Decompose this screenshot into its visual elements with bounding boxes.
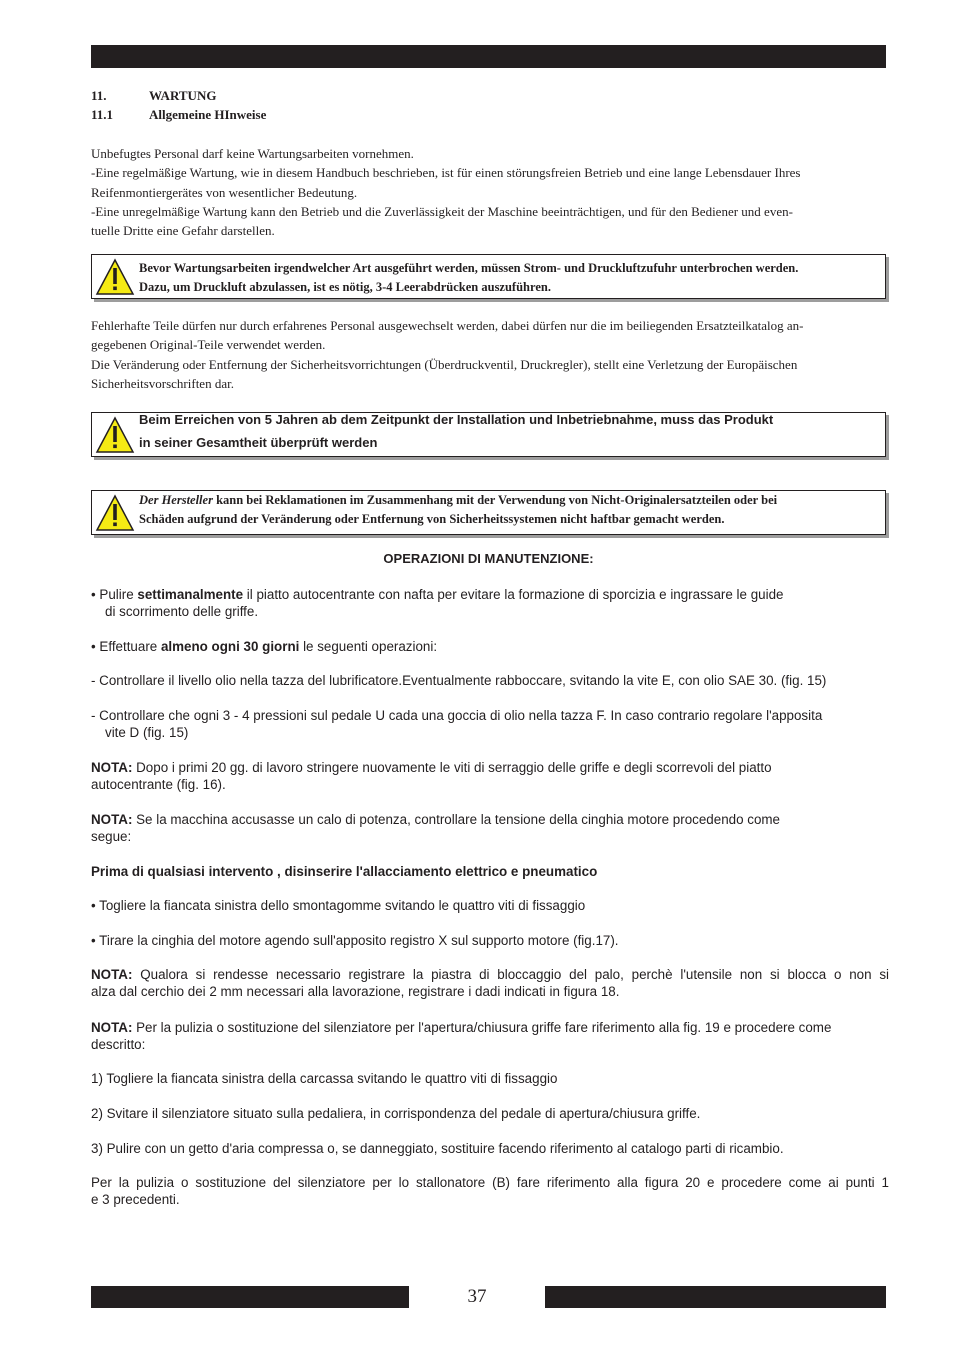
warning-text-rest: kann bei Reklamationen im Zusammenhang mit der Verwendung von Nicht-Originalersatzteilen oder bei bbox=[212, 493, 778, 507]
warning-text: Dazu, um Druckluft abzulassen, ist es nötig, 3-4 Leerabdrücken auszuführen. bbox=[139, 280, 551, 294]
op-bullet-weekly: • Pulire settimanalmente il piatto autocentrante con nafta per evitare la formazione di sporcizia e ingrassare le guide di scorrimento delle griffe. bbox=[91, 587, 784, 619]
note-label: NOTA: bbox=[91, 967, 133, 982]
warning-text: Schäden aufgrund der Veränderung oder Entfernung von Sicherheitssystemen nicht haftbar gemacht werden. bbox=[139, 512, 725, 526]
section-title: WARTUNG bbox=[149, 88, 217, 103]
warning-triangle-icon bbox=[95, 494, 135, 532]
note-label: NOTA: bbox=[91, 1020, 133, 1035]
footer-bar-right bbox=[545, 1286, 886, 1308]
parts-line: Fehlerhafte Teile dürfen nur durch erfahrenes Personal ausgewechselt werden, dabei dürfen nur die im beiliegenden Ersatzteilkatalog an- bbox=[91, 318, 804, 333]
section-heading bbox=[91, 86, 216, 105]
intro-line: tuelle Dritte eine Gefahr darstellen. bbox=[91, 223, 275, 239]
intro-paragraph bbox=[91, 144, 886, 240]
warning-triangle-icon bbox=[95, 416, 135, 454]
warning-text: in seiner Gesamtheit überprüft werden bbox=[139, 435, 378, 450]
step-remove-panel: • Togliere la fiancata sinistra dello smontagomme svitando le quattro viti di fissaggio bbox=[91, 898, 586, 913]
note-silencer: NOTA: Per la pulizia o sostituzione del silenziatore per l'apertura/chiusura griffe fare riferimento alla fig. 19 e procedere come descritto: bbox=[91, 1020, 832, 1052]
warning-triangle-icon bbox=[95, 258, 135, 296]
op-dash-oil-level: - Controllare il livello olio nella tazza del lubrificatore.Eventualmente rabboccare, svitando la vite E, con olio SAE 30. (fig. 15) bbox=[91, 673, 827, 688]
silencer-step-1: 1) Togliere la fiancata sinistra della carcassa svitando le quattro viti di fissaggio bbox=[91, 1071, 558, 1086]
op-dash-pressure: - Controllare che ogni 3 - 4 pressioni sul pedale U cada una goccia di olio nella tazza F. In caso contrario regolare l'apposita vite D (fig. 15) bbox=[91, 708, 823, 740]
note-label: NOTA: bbox=[91, 760, 133, 775]
warning-text: Bevor Wartungsarbeiten irgendwelcher Art ausgeführt werden, müssen Strom- und Druckluftzufuhr unterbrochen werden. bbox=[139, 261, 799, 275]
warning-box-inspection bbox=[91, 412, 886, 457]
parts-paragraph bbox=[91, 316, 886, 393]
step-tension-belt: • Tirare la cinghia del motore agendo sull'apposito registro X sul supporto motore (fig.17). bbox=[91, 933, 619, 948]
warning-box-liability bbox=[91, 490, 886, 535]
bead-breaker-note: Per la pulizia o sostituzione del silenziatore per lo stallonatore (B) fare riferimento alla figura 20 e procedere come ai punti 1 e 3 precedenti. bbox=[91, 1175, 889, 1207]
warning-text bbox=[139, 491, 885, 510]
warning-italic: Der Hersteller bbox=[139, 493, 213, 507]
operations-title: OPERAZIONI DI MANUTENZIONE: bbox=[383, 551, 594, 566]
intro-line: Unbefugtes Personal darf keine Wartungsarbeiten vornehmen. bbox=[91, 146, 414, 161]
note-label: NOTA: bbox=[91, 812, 133, 827]
note-belt: NOTA: Se la macchina accusasse un calo di potenza, controllare la tensione della cinghia motore procedendo come segue: bbox=[91, 812, 781, 844]
section-number: 11. bbox=[91, 88, 107, 103]
subsection-title: Allgemeine HInweise bbox=[149, 107, 267, 122]
intro-line: Reifenmontiergerätes von wesentlicher Bedeutung. bbox=[91, 184, 358, 200]
warning-text: Beim Erreichen von 5 Jahren ab dem Zeitpunkt der Installation und Inbetriebnahme, muss das Produkt bbox=[139, 412, 774, 427]
header-bar bbox=[91, 45, 886, 68]
parts-line: gegebenen Original-Teile verwendet werden. bbox=[91, 337, 326, 353]
intro-line: -Eine unregelmäßige Wartung kann den Betrieb und die Zuverlässigkeit der Maschine beeinträchtigen, und für den Bediener und even- bbox=[91, 203, 793, 219]
note-screws: NOTA: Dopo i primi 20 gg. di lavoro stringere nuovamente le viti di serraggio delle griffe e degli scorrevoli del piatto autocentrante (fig. 16). bbox=[91, 760, 772, 792]
parts-line: Sicherheitsvorschriften dar. bbox=[91, 375, 234, 391]
warning-box-power bbox=[91, 254, 886, 299]
footer-bar-left bbox=[91, 1286, 409, 1308]
page-number: 37 bbox=[467, 1286, 487, 1307]
silencer-step-3: 3) Pulire con un getto d'aria compressa o, se danneggiato, sostituire facendo riferimento al catalogo parti di ricambio. bbox=[91, 1141, 784, 1156]
intro-line: -Eine regelmäßige Wartung, wie in diesem Handbuch beschrieben, ist für einen störungsfreien Betrieb und eine lange Lebensdauer Ihres bbox=[91, 165, 801, 181]
silencer-step-2: 2) Svitare il silenziatore situato sulla pedaliera, in corrispondenza del pedale di apertura/chiusura griffe. bbox=[91, 1106, 701, 1121]
parts-line: Die Veränderung oder Entfernung der Sicherheitsvorrichtungen (Überdruckventil, Druckregler), stellt eine Verletzung der Europäischen bbox=[91, 356, 798, 372]
subsection-number: 11.1 bbox=[91, 107, 114, 122]
op-bullet-monthly: • Effettuare almeno ogni 30 giorni le seguenti operazioni: bbox=[91, 639, 438, 654]
note-plate: NOTA: Qualora si rendesse necessario registrare la piastra di bloccaggio del palo, perchè l'utensile non si blocca o non si alza dal cerchio dei 2 mm necessari alla lavorazione, registrare i dadi indicati in figura 18. bbox=[91, 967, 889, 999]
subsection-heading bbox=[91, 105, 266, 124]
safety-notice: Prima di qualsiasi intervento , disinserire l'allacciamento elettrico e pneumatico bbox=[91, 864, 598, 879]
